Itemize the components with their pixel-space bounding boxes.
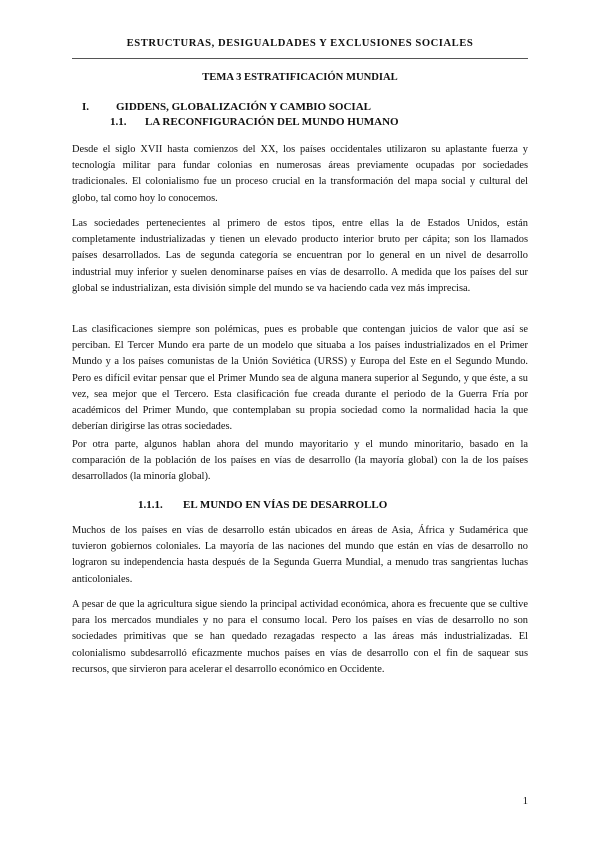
paragraph: Por otra parte, algunos hablan ahora del mundo mayoritario y el mundo minoritario, basado en la comparación de la población de los países en vías de desarrollo (la mayoría global) con la de los países desarrollados (la minoría global). (72, 439, 528, 483)
tema-title: TEMA 3 ESTRATIFICACIÓN MUNDIAL (202, 72, 398, 83)
paragraph: Muchos de los países en vías de desarrollo están ubicados en áreas de Asia, África y Sudamérica que tuvieron gobiernos coloniales. La mayoría de las naciones del mundo que están en vías de desarrollo no lograron su independencia hasta después de la Segunda Guerra Mundial, a menudo tras sangrientas luchas anticoloniales. (72, 525, 528, 585)
paragraph: Desde el siglo XVII hasta comienzos del XX, los países occidentales utilizaron su aplastante fuerza y tecnología militar para fundar colonias en numerosas áreas previamente ocupadas por sociedades tradicionales. El colonialismo fue un proceso crucial en la transformación del mapa social y cultural del globo, tal como hoy lo conocemos. (72, 144, 528, 204)
header-divider (72, 58, 528, 59)
section-title: GIDDENS, GLOBALIZACIÓN Y CAMBIO SOCIAL (116, 101, 371, 113)
paragraph: Las sociedades pertenecientes al primero de estos tipos, entre ellas la de Estados Unidos, están completamente industrializadas y tienen un elevado producto interior bruto per cápita; son los llamados países desarrollados. Las de segunda categoría se encuentran por lo general en un nivel de desarrollo industrial muy inferior y suelen denominarse países en vías de desarrollo. A medida que los países del sur global se industrializan, esta división simple del mundo se va haciendo cada vez más imprecisa. (72, 218, 528, 294)
section-number: 1.1.1. (138, 499, 163, 511)
section-number: 1.1. (110, 116, 127, 128)
running-header: ESTRUCTURAS, DESIGUALDADES Y EXCLUSIONES SOCIALES (126, 38, 474, 49)
section-title: EL MUNDO EN VÍAS DE DESARROLLO (183, 499, 388, 511)
paragraph: Las clasificaciones siempre son polémicas, pues es probable que contengan juicios de valor que así se perciban. El Tercer Mundo era parte de un modelo que situaba a los países industrializados en el Primer Mundo y a los países comunistas de la Unión Soviética (URSS) y Europa del Este en el Segundo Mundo. Pero es difícil evitar pensar que el Primer Mundo sea de alguna manera superior al Segundo, y que éste, a su vez, sea mejor que el Tercero. Esta clasificación fue creada durante el periodo de la Guerra Fría por académicos del Primer Mundo, que contemplaban su propia sociedad como la normalidad hacia la que deberían dirigirse las otras sociedades. (72, 324, 528, 433)
section-number: I. (82, 101, 90, 113)
paragraph: A pesar de que la agricultura sigue siendo la principal actividad económica, ahora es frecuente que se cultive para los mercados mundiales y no para el consumo local. Pero los países en vías de desarrollo no son sociedades primitivas que se han quedado rezagadas respecto a las áreas más industrializadas. El colonialismo subdesarrolló eficazmente muchos países en vías de desarrollo con el fin de saquear sus recursos, que sirvieron para acelerar el desarrollo económico en Occidente. (72, 599, 528, 675)
section-title: LA RECONFIGURACIÓN DEL MUNDO HUMANO (145, 116, 399, 128)
page-number: 1 (522, 796, 528, 807)
